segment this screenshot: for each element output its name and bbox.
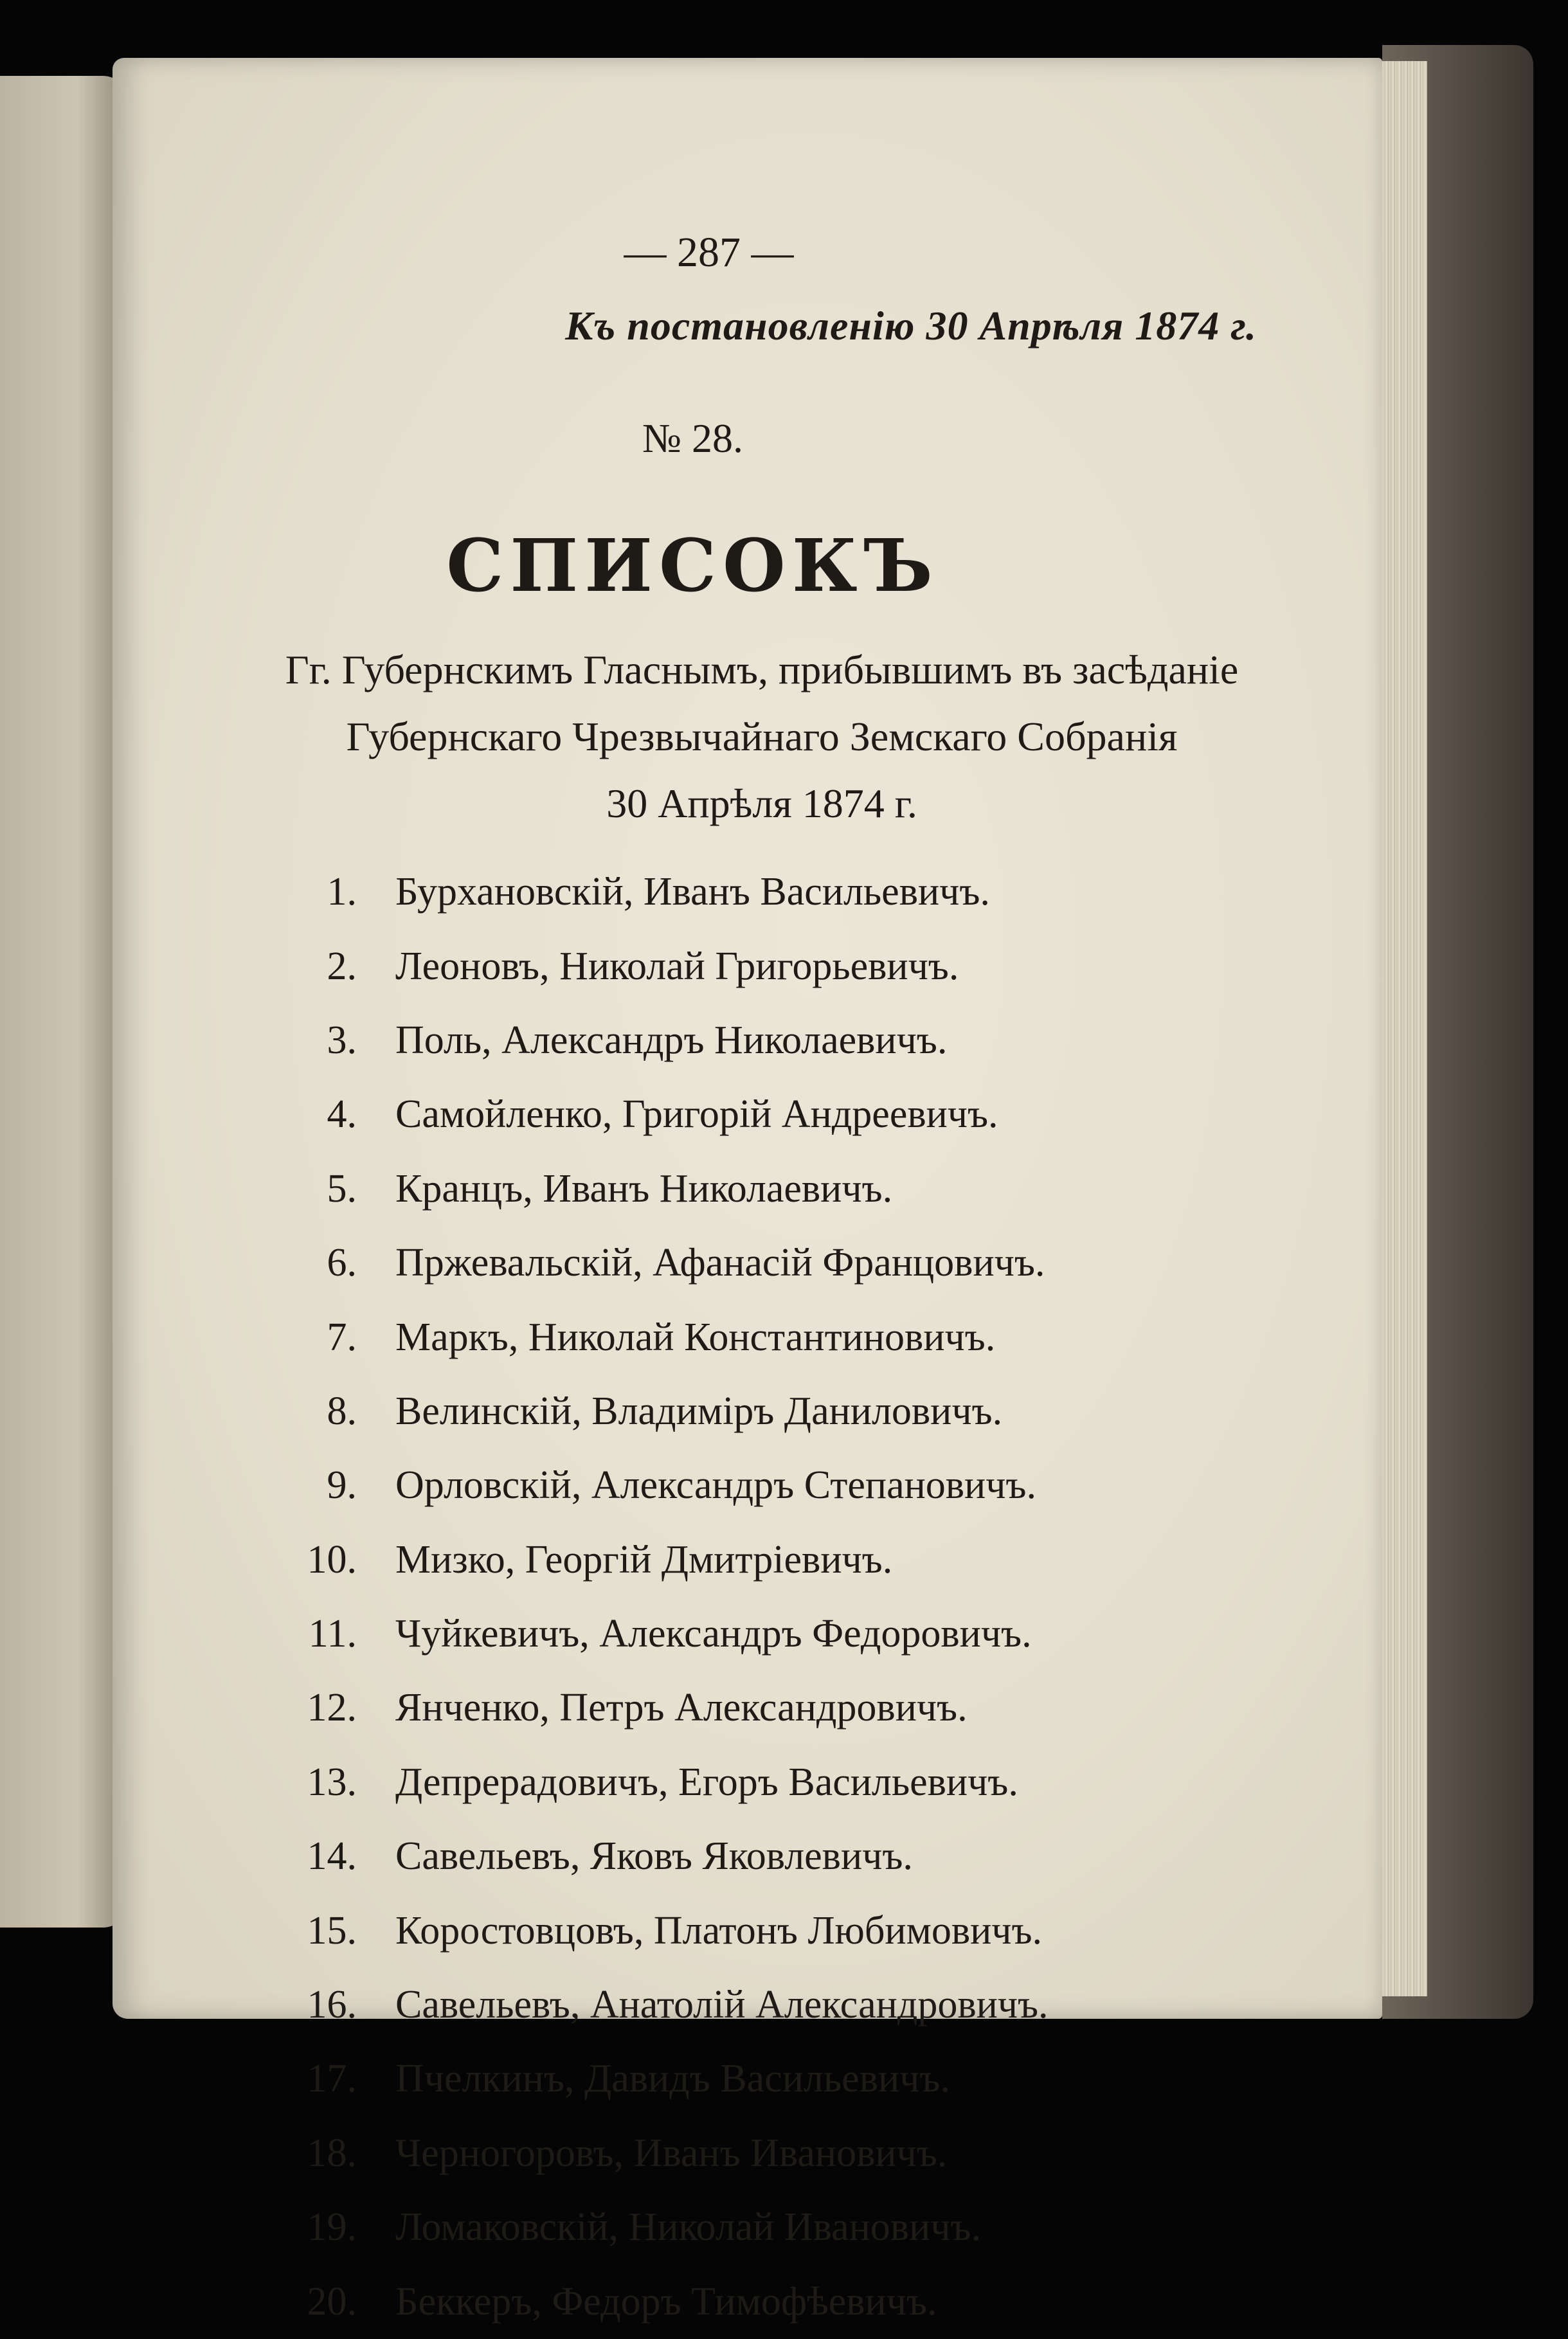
document-number: № 28.: [642, 415, 744, 461]
previous-page-edge: [0, 76, 129, 1928]
list-item-number: 18.: [307, 2131, 357, 2175]
list-item-number: 7.: [327, 1315, 357, 1359]
list-item-name: Коростовцовъ, Платонъ Любимовичъ.: [395, 1908, 1043, 1953]
list-item: [113, 1375, 1382, 1449]
list-item: [113, 929, 1382, 1003]
subtitle-line: Гг. Губернскимъ Гласнымъ, прибывшимъ въ засѣданіе: [285, 647, 1239, 692]
list-item-name: Чуйкевичъ, Александръ Федоровичъ.: [395, 1612, 1032, 1656]
list-item-number: 3.: [327, 1018, 357, 1062]
list-item: [113, 1820, 1382, 1893]
list-item-name: Маркъ, Николай Константиновичъ.: [395, 1315, 996, 1359]
list-item-number: 11.: [308, 1612, 357, 1656]
list-item: [113, 2190, 1382, 2264]
member-list: [113, 855, 1382, 2339]
page-content: [113, 58, 1382, 2324]
list-item-name: Леоновъ, Николай Григорьевичъ.: [395, 944, 959, 988]
list-item-name: Орловскій, Александръ Степановичъ.: [395, 1463, 1036, 1508]
list-item: [113, 2117, 1382, 2190]
list-item-number: 17.: [307, 2057, 357, 2101]
list-item: [113, 1078, 1382, 1151]
list-item: [113, 1004, 1382, 1078]
list-item: [113, 1300, 1382, 1374]
book-page: [113, 58, 1382, 2324]
document-subtitle: [196, 637, 1328, 837]
list-item: [113, 2264, 1382, 2338]
list-item-number: 4.: [327, 1092, 357, 1137]
list-item: [113, 1226, 1382, 1300]
list-item-number: 12.: [307, 1686, 357, 1730]
list-item: [113, 1671, 1382, 1745]
resolution-reference: Къ постановленію 30 Апрѣля 1874 г.: [565, 303, 1257, 348]
list-item-number: 10.: [307, 1537, 357, 1582]
list-item: [113, 1968, 1382, 2042]
list-item-number: 8.: [327, 1389, 357, 1433]
list-item-name: Мизко, Георгій Дмитріевичъ.: [395, 1537, 893, 1582]
list-item-name: Савельевъ, Анатолій Александровичъ.: [395, 1983, 1049, 2027]
list-item-number: 6.: [327, 1241, 357, 1285]
list-item-name: Кранцъ, Иванъ Николаевичъ.: [395, 1166, 893, 1211]
list-item: [113, 1523, 1382, 1597]
list-item-name: Депрерадовичъ, Егоръ Васильевичъ.: [395, 1760, 1018, 1804]
list-item-name: Велинскій, Владиміръ Даниловичъ.: [395, 1389, 1003, 1433]
list-item-number: 1.: [327, 870, 357, 914]
list-item-number: 20.: [307, 2279, 357, 2324]
document-title: СПИСОКЪ: [446, 524, 939, 608]
page-number: — 287 —: [624, 229, 794, 276]
list-item: [113, 1597, 1382, 1671]
list-item: [113, 2042, 1382, 2116]
list-item: [113, 1449, 1382, 1522]
list-item-number: 2.: [327, 944, 357, 988]
list-item-number: 16.: [307, 1983, 357, 2027]
list-item-number: 9.: [327, 1463, 357, 1508]
list-item-name: Пржевальскій, Афанасій Францовичъ.: [395, 1241, 1045, 1285]
subtitle-line: Губернскаго Чрезвычайнаго Земскаго Собранія: [346, 714, 1178, 759]
list-item: [113, 1746, 1382, 1820]
list-item-name: Поль, Александръ Николаевичъ.: [395, 1018, 948, 1062]
list-item-name: Савельевъ, Яковъ Яковлевичъ.: [395, 1834, 913, 1879]
list-item-number: 15.: [307, 1908, 357, 1953]
list-item-name: Черногоровъ, Иванъ Ивановичъ.: [395, 2131, 948, 2175]
list-item-number: 13.: [307, 1760, 357, 1804]
list-item-name: Пчелкинъ, Давидъ Васильевичъ.: [395, 2057, 950, 2101]
list-item: [113, 1152, 1382, 1226]
subtitle-line: 30 Апрѣля 1874 г.: [606, 781, 917, 826]
list-item-name: Ломаковскій, Николай Ивановичъ.: [395, 2205, 981, 2250]
list-item-number: 19.: [307, 2205, 357, 2250]
list-item: [113, 1893, 1382, 1967]
list-item-number: 5.: [327, 1166, 357, 1211]
list-item-number: 14.: [307, 1834, 357, 1879]
list-item-name: Самойленко, Григорій Андреевичъ.: [395, 1092, 998, 1137]
list-item-name: Янченко, Петръ Александровичъ.: [395, 1686, 968, 1730]
list-item: [113, 855, 1382, 929]
list-item-name: Беккеръ, Федоръ Тимофѣевичъ.: [395, 2279, 937, 2324]
list-item-name: Бурхановскій, Иванъ Васильевичъ.: [395, 870, 990, 914]
